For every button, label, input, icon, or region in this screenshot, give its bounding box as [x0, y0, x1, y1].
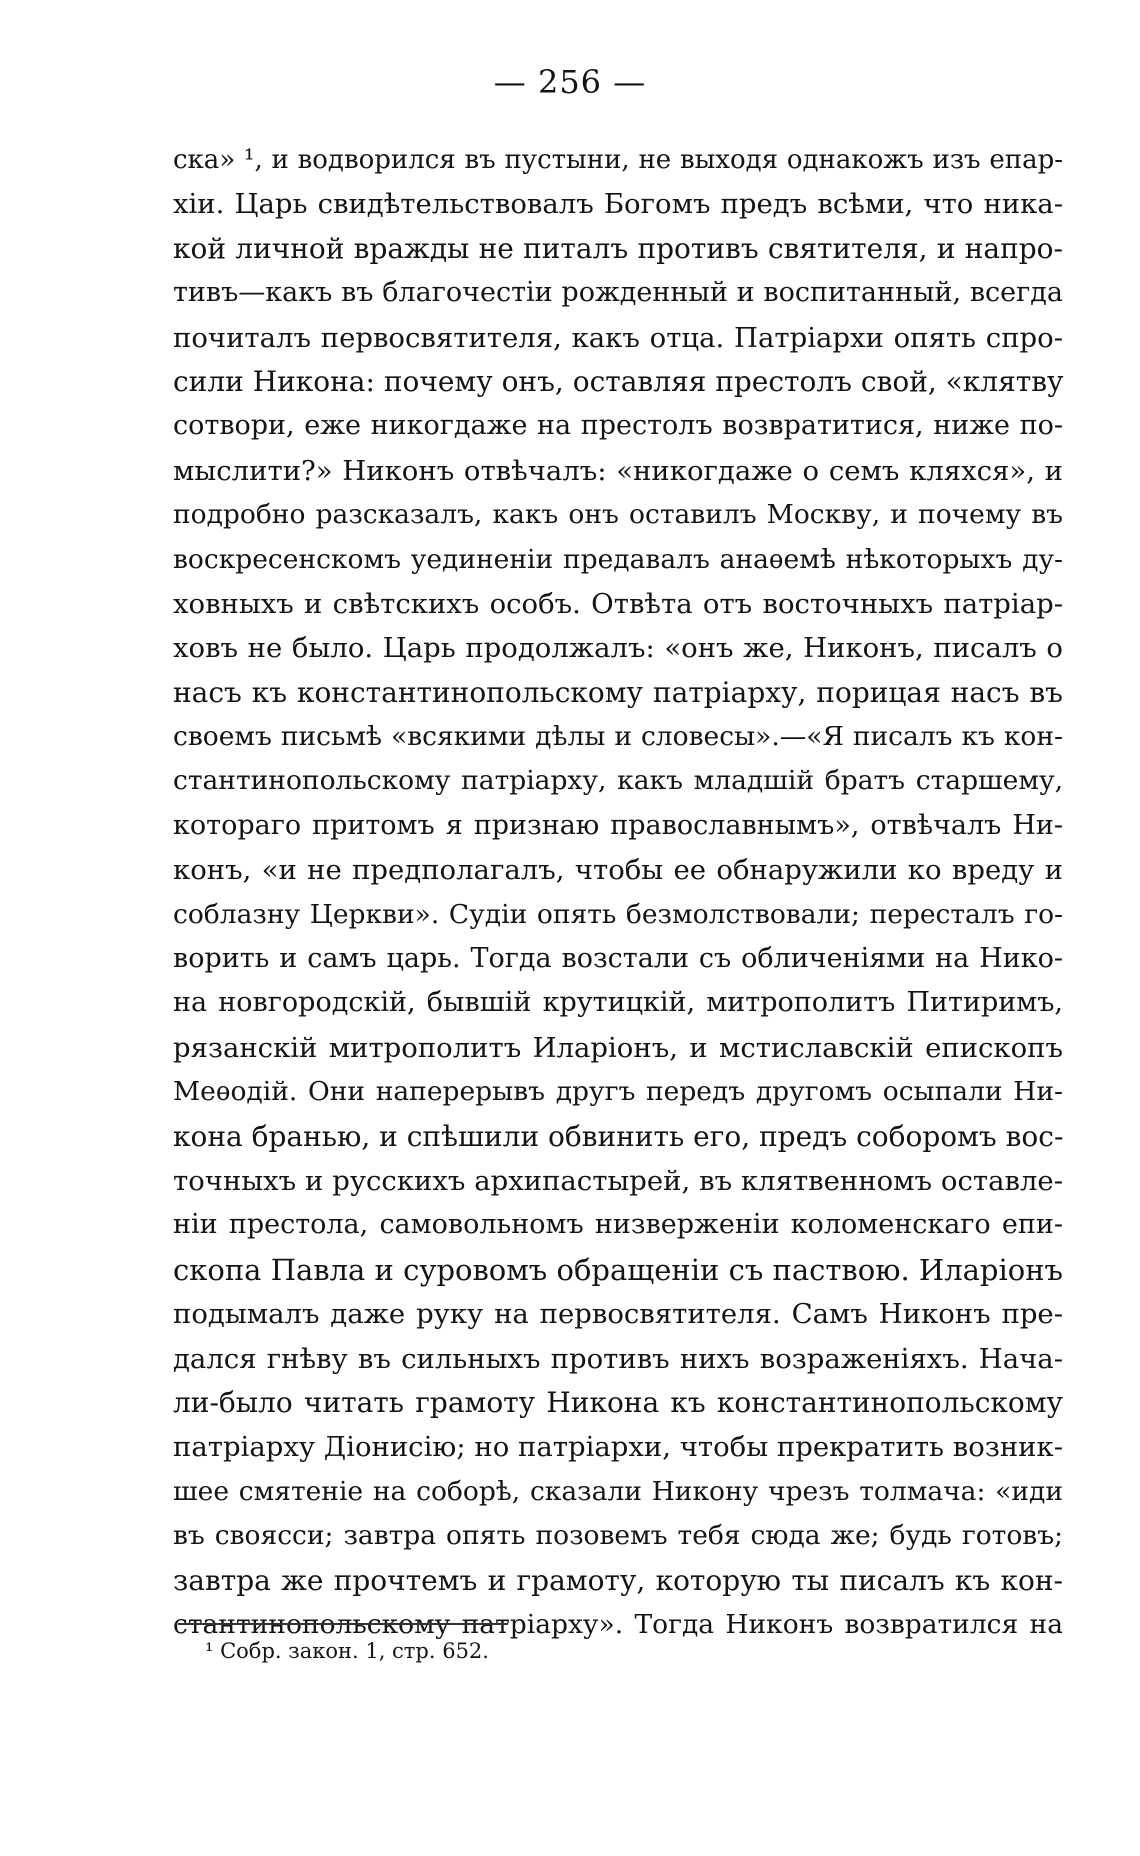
text-line: мыслити?» Никонъ отвѣчалъ: «никогдаже о семъ кляхся», и [173, 454, 1063, 487]
text-line: кой личной вражды не питалъ противъ святителя, и напро- [173, 231, 1063, 265]
text-line: завтра же прочтемъ и грамоту, которую ты писалъ къ кон- [173, 1563, 1063, 1597]
text-line: ли-было читать грамоту Никона къ константинопольскому [173, 1385, 1063, 1419]
text-line: тивъ—какъ въ благочестіи рожденный и воспитанный, всегда [173, 277, 1063, 309]
text-line: почиталъ первосвятителя, какъ отца. Патріархи опять спро- [173, 321, 1063, 354]
text-line: подымалъ даже руку на первосвятителя. Самъ Никонъ пре- [173, 1298, 1063, 1331]
text-line: кона бранью, и спѣшили обвинить его, предъ соборомъ вос- [173, 1119, 1064, 1153]
footnote-divider [178, 1623, 508, 1625]
text-line: стантинопольскому патріарху». Тогда Никонъ возвратился на [173, 1608, 1063, 1640]
body-text [173, 138, 1063, 1647]
text-line: котораго притомъ я признаю православнымъ», отвѣчалъ Ни- [173, 809, 1063, 841]
text-line: Меѳодій. Они наперерывъ другъ передъ другомъ осыпали Ни- [173, 1076, 1063, 1108]
text-line: шее смятеніе на соборѣ, сказали Никону чрезъ толмача: «иди [173, 1475, 1063, 1507]
text-line: воскресенскомъ уединеніи предавалъ анаѳемѣ нѣкоторыхъ ду- [173, 543, 1063, 575]
text-line: своемъ письмѣ «всякими дѣлы и словесы».—«Я писалъ къ кон- [173, 721, 1063, 753]
text-line: сили Никона: почему онъ, оставляя престолъ свой, «клятву [173, 364, 1064, 398]
text-line: въ своясси; завтра опять позовемъ тебя сюда же; будь готовъ; [173, 1520, 1063, 1552]
text-line: хіи. Царь свидѣтельствовалъ Богомъ предъ всѣми, что ника- [173, 188, 1063, 221]
text-line: конъ, «и не предполагалъ, чтобы ее обнаружили ко вреду и [173, 854, 1063, 887]
text-line: стантинопольскому патріарху, какъ младшій братъ старшему, [173, 765, 1063, 797]
text-line: соблазну Церкви». Судіи опять безмолствовали; пересталъ го- [173, 898, 1063, 930]
text-line: сотвори, еже никогдаже на престолъ возвратитися, ниже по- [173, 410, 1063, 442]
text-line: рязанскій митрополитъ Иларіонъ, и мстиславскій епископъ [173, 1031, 1063, 1064]
text-line: ска» ¹, и водворился въ пустыни, не выходя однакожъ изъ епар- [173, 145, 1063, 175]
text-line: скопа Павла и суровомъ обращеніи съ паствою. Иларіонъ [173, 1252, 1063, 1287]
text-line: дался гнѣву въ сильныхъ противъ нихъ возраженіяхъ. Нача- [173, 1342, 1063, 1375]
text-line: подробно разсказалъ, какъ онъ оставилъ Москву, и почему въ [173, 499, 1063, 531]
text-line: ніи престола, самовольномъ низверженіи коломенскаго епи- [173, 1209, 1063, 1241]
text-line: ховныхъ и свѣтскихъ особъ. Отвѣта отъ восточныхъ патріар- [173, 587, 1063, 620]
text-line: насъ къ константинопольскому патріарху, порицая насъ въ [173, 675, 1063, 709]
text-line: на новгородскій, бывшій крутицкій, митрополитъ Питиримъ, [173, 987, 1063, 1019]
footnote: ¹ Собр. закон. 1, стр. 652. [205, 1639, 489, 1663]
text-line: ховъ не было. Царь продолжалъ: «онъ же, Никонъ, писалъ о [173, 632, 1063, 665]
text-line: точныхъ и русскихъ архипастырей, въ клятвенномъ оставле- [173, 1164, 1063, 1197]
page-number: — 256 — [493, 63, 647, 101]
text-line: патріарху Діонисію; но патріархи, чтобы прекратить возник- [173, 1431, 1063, 1464]
text-line: ворить и самъ царь. Тогда возстали съ обличеніями на Нико- [173, 943, 1063, 975]
